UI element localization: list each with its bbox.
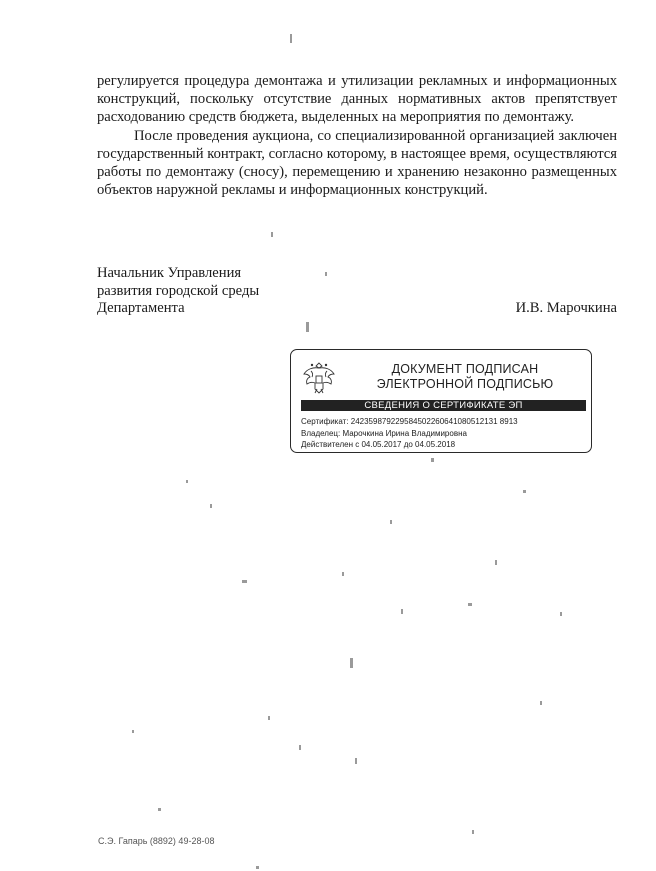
stamp-title-line-2: ЭЛЕКТРОННОЙ ПОДПИСЬЮ [376,377,554,391]
signer-position-line-3: Департамента [97,300,185,317]
certificate-validity: Действителен с 04.05.2017 до 04.05.2018 [301,440,456,449]
signer-position-line-2: развития городской среды [97,282,260,299]
stamp-title-line-1: ДОКУМЕНТ ПОДПИСАН [391,362,539,376]
certificate-number: Сертификат: 242359879229584502260641080512131 8913 [301,417,518,426]
footer-contact: С.Э. Гапарь (8892) 49-28-08 [98,836,215,846]
paragraph-1: регулируется процедура демонтажа и утилизации рекламных и информационных конструкций, поскольку отсутствие данных нормативных актов препятствует расходованию средств бюджета, выделенных на мероприятия по демонтажу. [97,73,617,126]
signer-name: И.В. Марочкина [515,300,617,316]
certificate-info-bar: СВЕДЕНИЯ О СЕРТИФИКАТЕ ЭП [301,400,586,411]
paragraph-2: После проведения аукциона, со специализированной организацией заключен государственный контракт, согласно которому, в настоящее время, осуществляются работы по демонтажу (сносу), перемещению и хранению незаконно размещенных объектов наружной рекламы и информационных конструкций. [97,127,617,199]
signer-position-line-1: Начальник Управления [97,265,242,281]
certificate-owner: Владелец: Марочкина Ирина Владимировна [301,428,467,438]
